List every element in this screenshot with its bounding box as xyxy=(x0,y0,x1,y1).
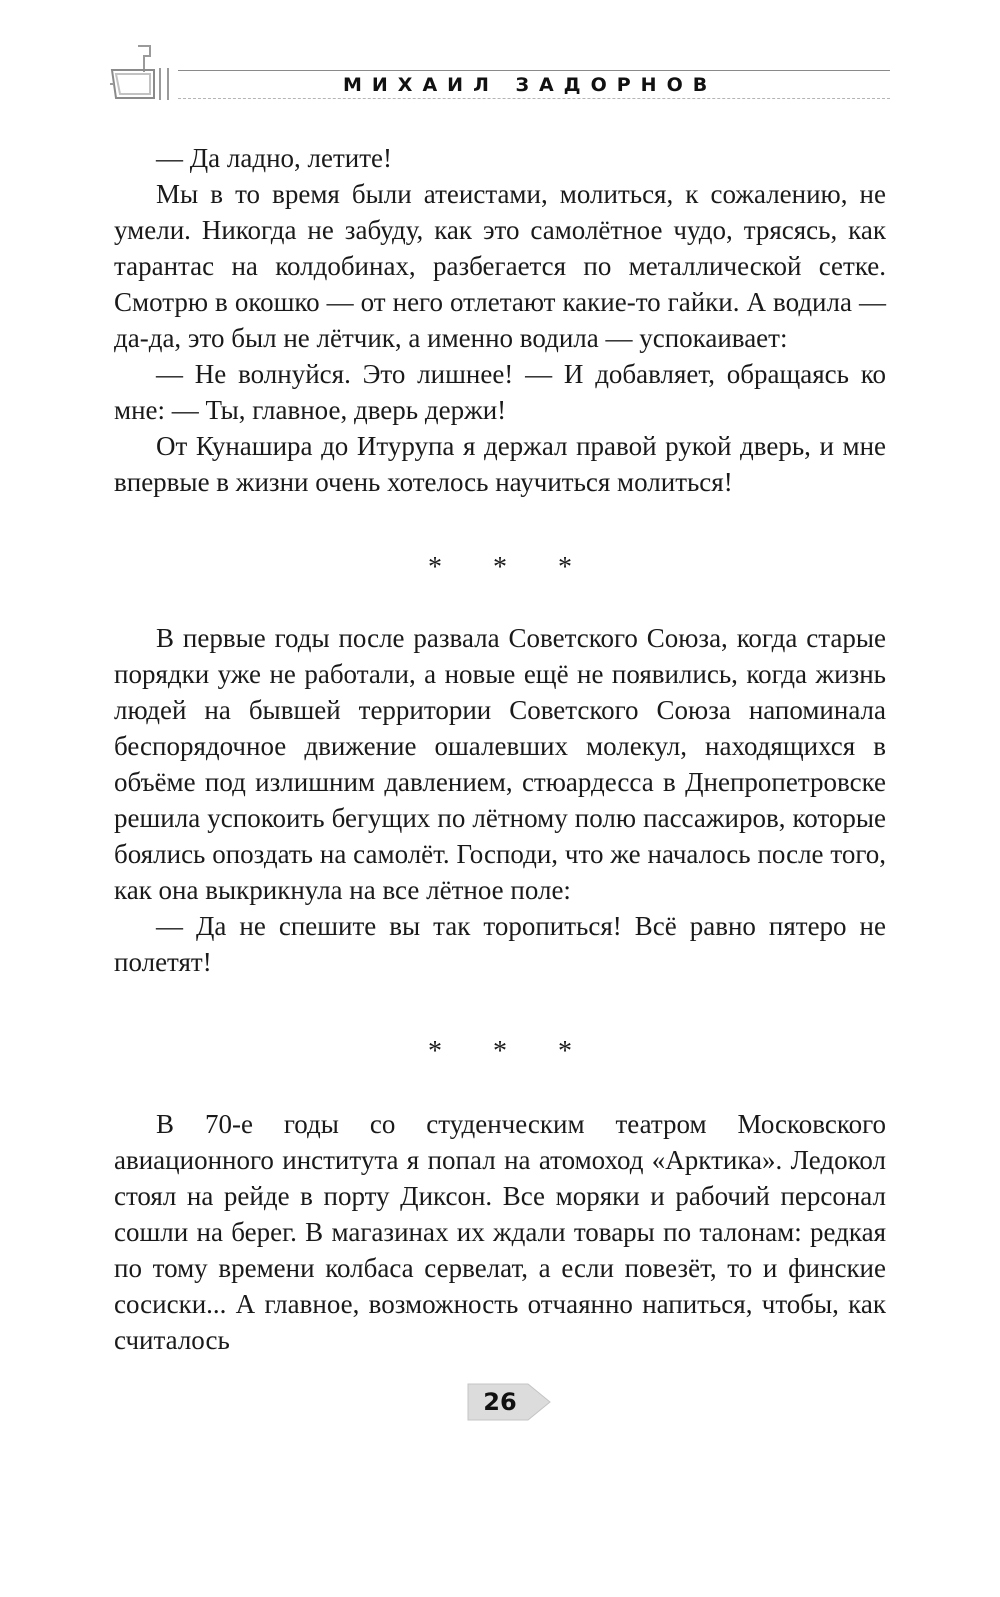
section-separator: * * * xyxy=(428,552,594,583)
page-number: 26 xyxy=(483,1388,517,1416)
header-rule-top xyxy=(178,70,890,71)
paragraph: — Да не спешите вы так торопиться! Всё равно пятеро не полетят! xyxy=(114,911,886,977)
page-number-badge xyxy=(466,1380,552,1424)
paragraph: В 70-е годы со студенческим театром Московского авиационного института я попал на атомоход «Арктика». Ледокол стоял на рейде в порту Диксон. Все моряки и рабочий персонал сошли на берег. В магазинах их ждали товары по талонам: редкая по тому времени колбаса сервелат, а если повезёт, то и финские сосиски... А главное, возможность отчаянно напиться, чтобы, как считалось xyxy=(114,1109,886,1355)
paragraph: От Кунашира до Итурупа я держал правой рукой дверь, и мне впервые в жизни очень хотелось научиться молиться! xyxy=(114,431,886,497)
author-name: МИХАИЛ ЗАДОРНОВ xyxy=(335,74,725,96)
paragraph: — Не волнуйся. Это лишнее! — И добавляет, обращаясь ко мне: — Ты, главное, дверь держи! xyxy=(114,359,886,425)
section-separator: * * * xyxy=(428,1036,594,1067)
paragraph: В первые годы после развала Советского Союза, когда старые порядки уже не работали, а новые ещё не появились, когда жизнь людей на бывшей территории Советского Союза напоминала беспорядочное движение ошалевших молекул, находящихся в объёме под излишним давлением, стюардесса в Днепропетровске решила успокоить бегущих по лётному полю пассажиров, которые боялись опоздать на самолёт. Господи, что же началось после того, как она выкрикнула на все лётное поле: xyxy=(114,623,886,905)
text-section-1 xyxy=(114,140,886,500)
paragraph: — Да ладно, летите! xyxy=(156,143,393,173)
header-ornament-icon xyxy=(110,44,180,100)
paragraph: Мы в то время были атеистами, молиться, к сожалению, не умели. Никогда не забуду, как это самолётное чудо, трясясь, как тарантас на колдобинах, разбегается по металлической сетке. Смотрю в окошко — от него отлетают какие-то гайки. А водила — да-да, это был не лётчик, а именно водила — успокаивает: xyxy=(114,179,886,353)
text-section-2 xyxy=(114,620,886,980)
running-head xyxy=(110,40,890,102)
text-section-3 xyxy=(114,1106,886,1358)
header-rule-bottom xyxy=(178,98,890,99)
